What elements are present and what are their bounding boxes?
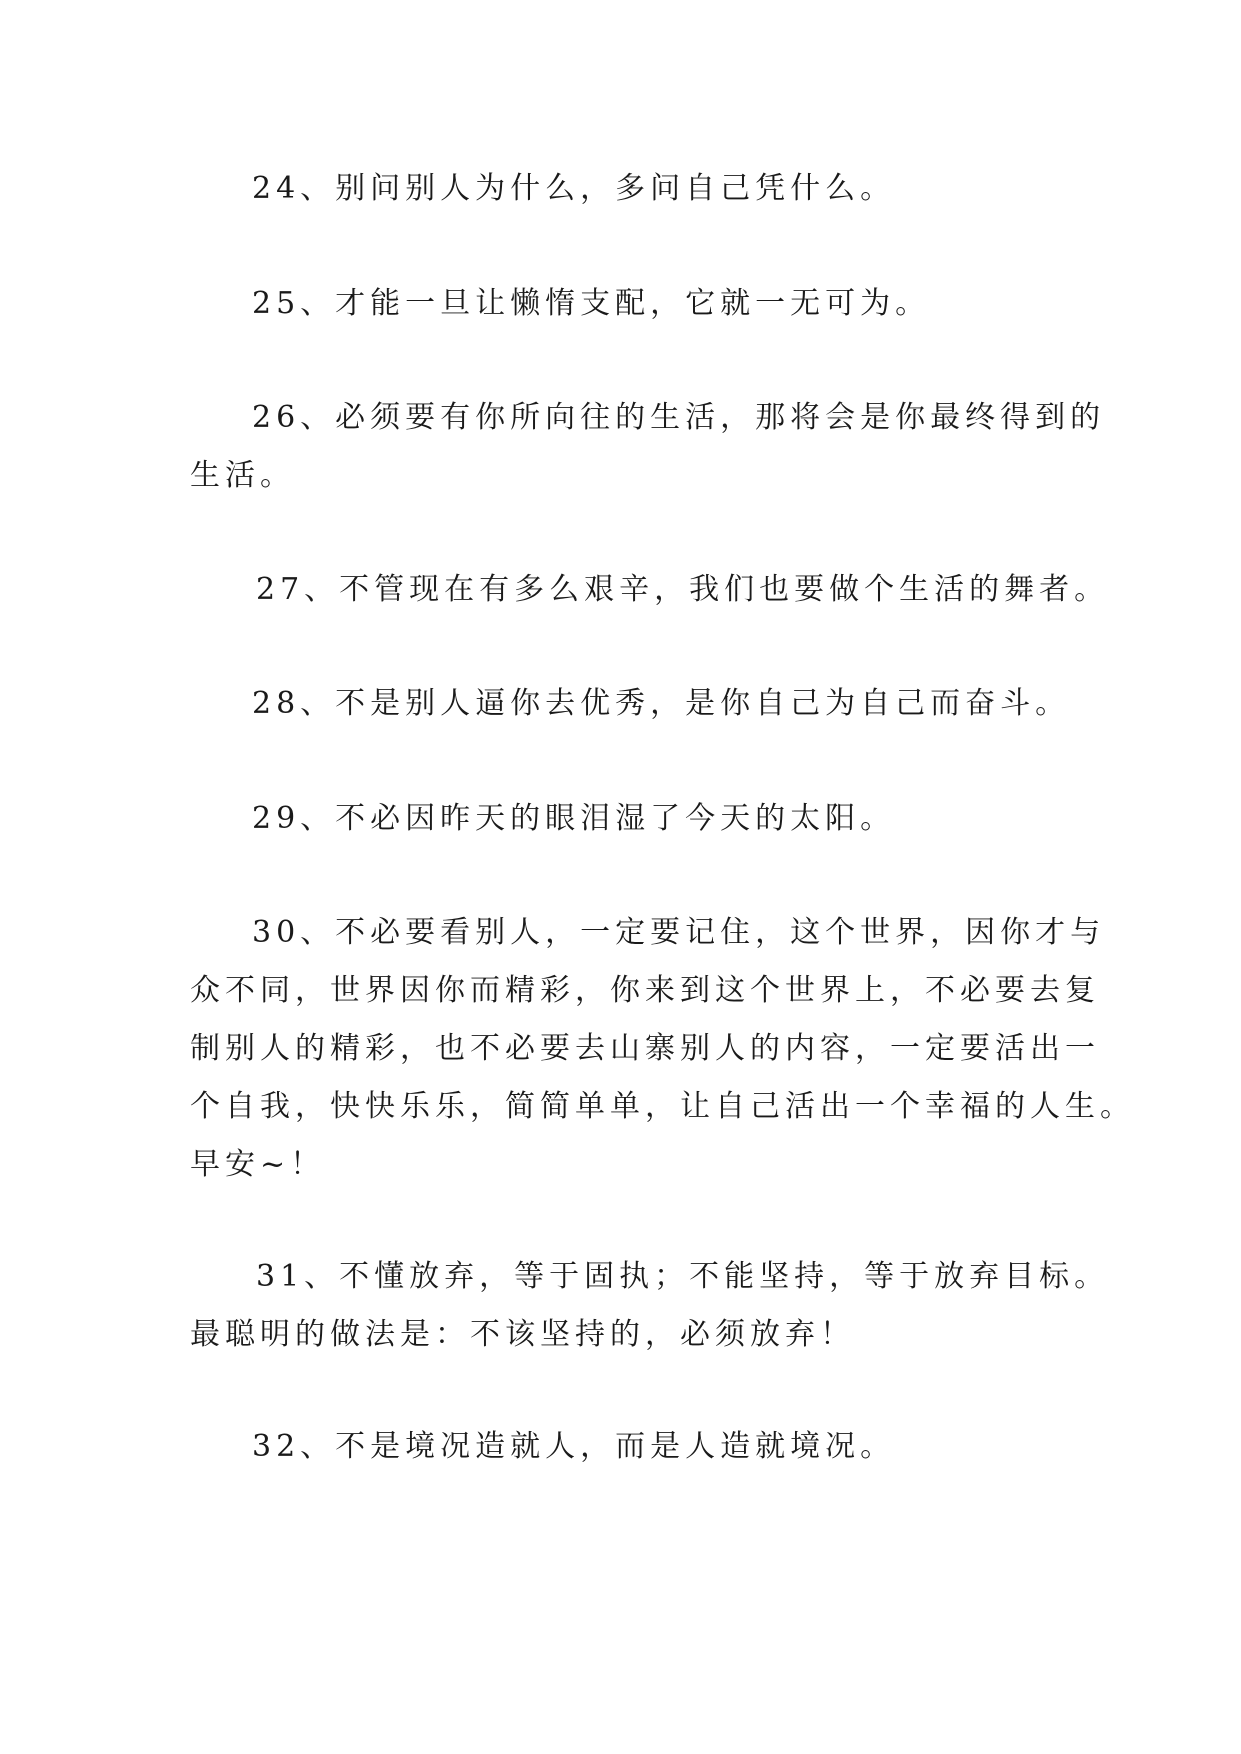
paragraph-line: 25、才能一旦让懒惰支配，它就一无可为。	[252, 286, 931, 321]
paragraph-line: 制别人的精彩，也不必要去山寨别人的内容，一定要活出一	[190, 1031, 1100, 1066]
paragraph-line: 24、别问别人为什么，多问自己凭什么。	[252, 171, 896, 206]
paragraph-32	[190, 1418, 1060, 1476]
paragraph-30	[190, 904, 1135, 1194]
paragraph-line: 31、不懂放弃，等于固执；不能坚持，等于放弃目标。	[256, 1259, 1110, 1294]
paragraph-line: 30、不必要看别人，一定要记住，这个世界，因你才与	[252, 915, 1106, 950]
paragraph-29	[190, 790, 1060, 848]
paragraph-line: 32、不是境况造就人，而是人造就境况。	[252, 1429, 896, 1464]
paragraph-line: 众不同，世界因你而精彩，你来到这个世界上，不必要去复	[190, 973, 1100, 1008]
paragraph-line: 26、必须要有你所向往的生活，那将会是你最终得到的	[252, 400, 1106, 435]
paragraph-28	[190, 675, 1071, 733]
paragraph-line: 个自我，快快乐乐，简简单单，让自己活出一个幸福的人生。	[190, 1089, 1135, 1124]
paragraph-25	[190, 275, 1060, 333]
paragraph-line: 生活。	[190, 458, 295, 493]
paragraph-26	[190, 389, 1106, 505]
paragraph-31	[190, 1248, 1110, 1364]
paragraph-line: 28、不是别人逼你去优秀，是你自己为自己而奋斗。	[252, 686, 1071, 721]
paragraph-line: 27、不管现在有多么艰辛，我们也要做个生活的舞者。	[256, 572, 1110, 607]
paragraph-line: 29、不必因昨天的眼泪湿了今天的太阳。	[252, 801, 896, 836]
paragraph-line: 最聪明的做法是：不该坚持的，必须放弃！	[190, 1317, 855, 1352]
paragraph-24	[190, 160, 1060, 218]
paragraph-27	[190, 561, 1110, 619]
paragraph-line: 早安~！	[190, 1147, 326, 1182]
